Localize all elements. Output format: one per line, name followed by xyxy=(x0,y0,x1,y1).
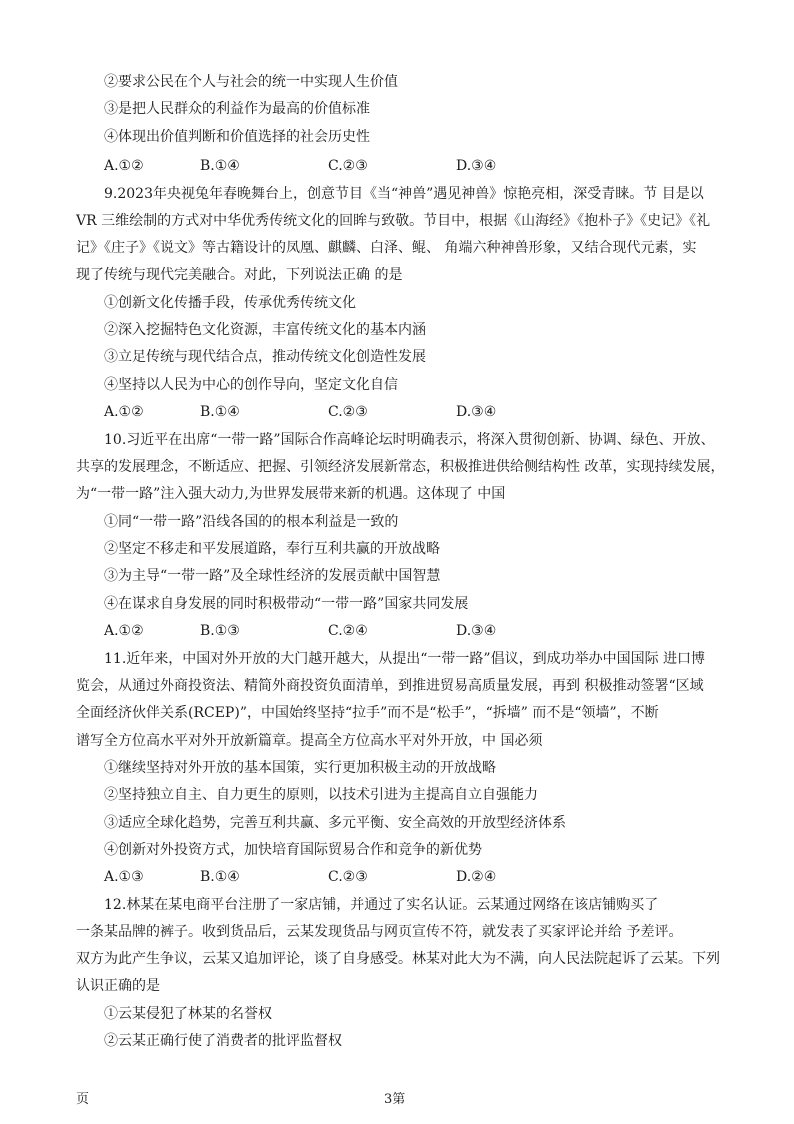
q11-option-b: B.①④ xyxy=(200,869,240,885)
q8-item-4: ④体现出价值判断和价值选择的社会历史性 xyxy=(104,129,370,145)
q8-item-3: ③是把人民群众的利益作为最高的价值标准 xyxy=(104,101,370,117)
q11-option-c: C.②③ xyxy=(328,869,368,885)
q11-item-2: ②坚持独立自主、自力更生的原则，以技术引进为主提高自立自强能力 xyxy=(104,787,538,803)
q10-stem-line-3: 为“一带一路”注入强大动力,为世界发展带来新的机遇。这体现了 中国 xyxy=(76,486,506,502)
q10-item-3: ③为主导“一带一路”及全球性经济的发展贡献中国智慧 xyxy=(104,568,441,584)
q10-option-a: A.①② xyxy=(104,623,144,639)
q9-option-d: D.③④ xyxy=(456,404,497,420)
q12-stem-line-4: 认识正确的是 xyxy=(76,978,160,994)
q9-option-c: C.②③ xyxy=(328,404,368,420)
q12-stem-line-2: 一条某品牌的裤子。收到货品后，云某发现货品与网页宣传不符，就发表了买家评论并给 予差评。 xyxy=(76,924,683,940)
q8-option-b: B.①④ xyxy=(200,158,240,174)
q8-option-a: A.①② xyxy=(104,158,144,174)
q10-item-1: ①同“一带一路”沿线各国的的根本利益是一致的 xyxy=(104,514,399,530)
q11-item-4: ④创新对外投资方式，加快培育国际贸易合作和竞争的新优势 xyxy=(104,842,482,858)
q9-item-3: ③立足传统与现代结合点，推动传统文化创造性发展 xyxy=(104,349,426,365)
footer-page-number: 3第 xyxy=(384,1092,406,1107)
q11-stem-line-3: 全面经济伙伴关系(RCEP)”，中国始终坚持“拉手”而不是“松手”，“拆墙” 而不是“领墙”，不断 xyxy=(76,705,659,721)
q8-options xyxy=(104,156,704,176)
q9-option-a: A.①② xyxy=(104,404,144,420)
q10-options xyxy=(104,621,704,641)
q10-stem-line-2: 共享的发展理念，不断适应、把握、引领经济发展新常态，积极推进供给侧结构性 改革，实现持续发展， xyxy=(76,459,725,475)
q8-option-d: D.③④ xyxy=(456,158,497,174)
q10-item-4: ④在谋求自身发展的同时积极带动“一带一路”国家共同发展 xyxy=(104,596,469,612)
q8-option-c: C.②③ xyxy=(328,158,368,174)
q11-stem-line-1: 11.近年来，中国对外开放的大门越开越大，从提出“一带一路”倡议，到成功举办中国国际 进口博 xyxy=(104,651,706,667)
q9-stem-line-2: VR 三维绘制的方式对中华优秀传统文化的回眸与致敬。节目中，根据《山海经》《抱朴子》《史记》《礼 xyxy=(76,213,711,229)
q12-stem-line-3: 双方为此产生争议，云某又追加评论，谈了自身感受。林某对此大为不满，向人民法院起诉了云某。下列 xyxy=(76,951,720,967)
q9-option-b: B.①④ xyxy=(200,404,240,420)
q12-stem-line-1: 12.林某在某电商平台注册了一家店铺，并通过了实名认证。云某通过网络在该店铺购买了 xyxy=(104,897,659,913)
q9-item-1: ①创新文化传播手段，传承优秀传统文化 xyxy=(104,295,356,311)
q11-options xyxy=(104,867,704,887)
q9-stem-line-3: 记》《庄子》《说文》等古籍设计的凤凰、麒麟、白泽、鲲、 角端六种神兽形象，又结合现代元素，实 xyxy=(76,240,697,256)
q8-item-2: ②要求公民在个人与社会的统一中实现人生价值 xyxy=(104,74,398,90)
q9-item-2: ②深入挖掘特色文化资源，丰富传统文化的基本内涵 xyxy=(104,322,426,338)
q9-stem-line-1: 9.2023年央视兔年春晚舞台上，创意节目《当“神兽”遇见神兽》惊艳亮相，深受青睐。节 目是以 xyxy=(104,186,704,202)
q11-stem-line-4: 谱写全方位高水平对外开放新篇章。提高全方位高水平对外开放，中 国必须 xyxy=(76,733,543,749)
q11-item-3: ③适应全球化趋势，完善互利共赢、多元平衡、安全高效的开放型经济体系 xyxy=(104,815,566,831)
q11-item-1: ①继续坚持对外开放的基本国策，实行更加积极主动的开放战略 xyxy=(104,760,496,776)
q10-option-d: D.③④ xyxy=(456,623,497,639)
q12-item-1: ①云某侵犯了林某的名誉权 xyxy=(104,1006,272,1022)
footer-page-suffix: 页 xyxy=(76,1092,90,1107)
q10-option-b: B.①③ xyxy=(200,623,240,639)
q9-item-4: ④坚持以人民为中心的创作导向，坚定文化自信 xyxy=(104,377,398,393)
q10-option-c: C.②④ xyxy=(328,623,368,639)
q11-option-a: A.①③ xyxy=(104,869,144,885)
q9-stem-line-4: 现了传统与现代完美融合。对此，下列说法正确 的是 xyxy=(76,267,403,283)
q10-item-2: ②坚定不移走和平发展道路，奉行互利共赢的开放战略 xyxy=(104,541,440,557)
q9-options xyxy=(104,402,704,422)
q10-stem-line-1: 10.习近平在出席“一带一路”国际合作高峰论坛时明确表示，将深入贯彻创新、协调、绿色、开放、 xyxy=(104,432,715,448)
q11-stem-line-2: 览会，从通过外商投资法、精简外商投资负面清单，到推进贸易高质量发展，再到 积极推动签署“区域 xyxy=(76,678,704,694)
q11-option-d: D.②④ xyxy=(456,869,497,885)
q12-item-2: ②云某正确行使了消费者的批评监督权 xyxy=(104,1033,342,1049)
